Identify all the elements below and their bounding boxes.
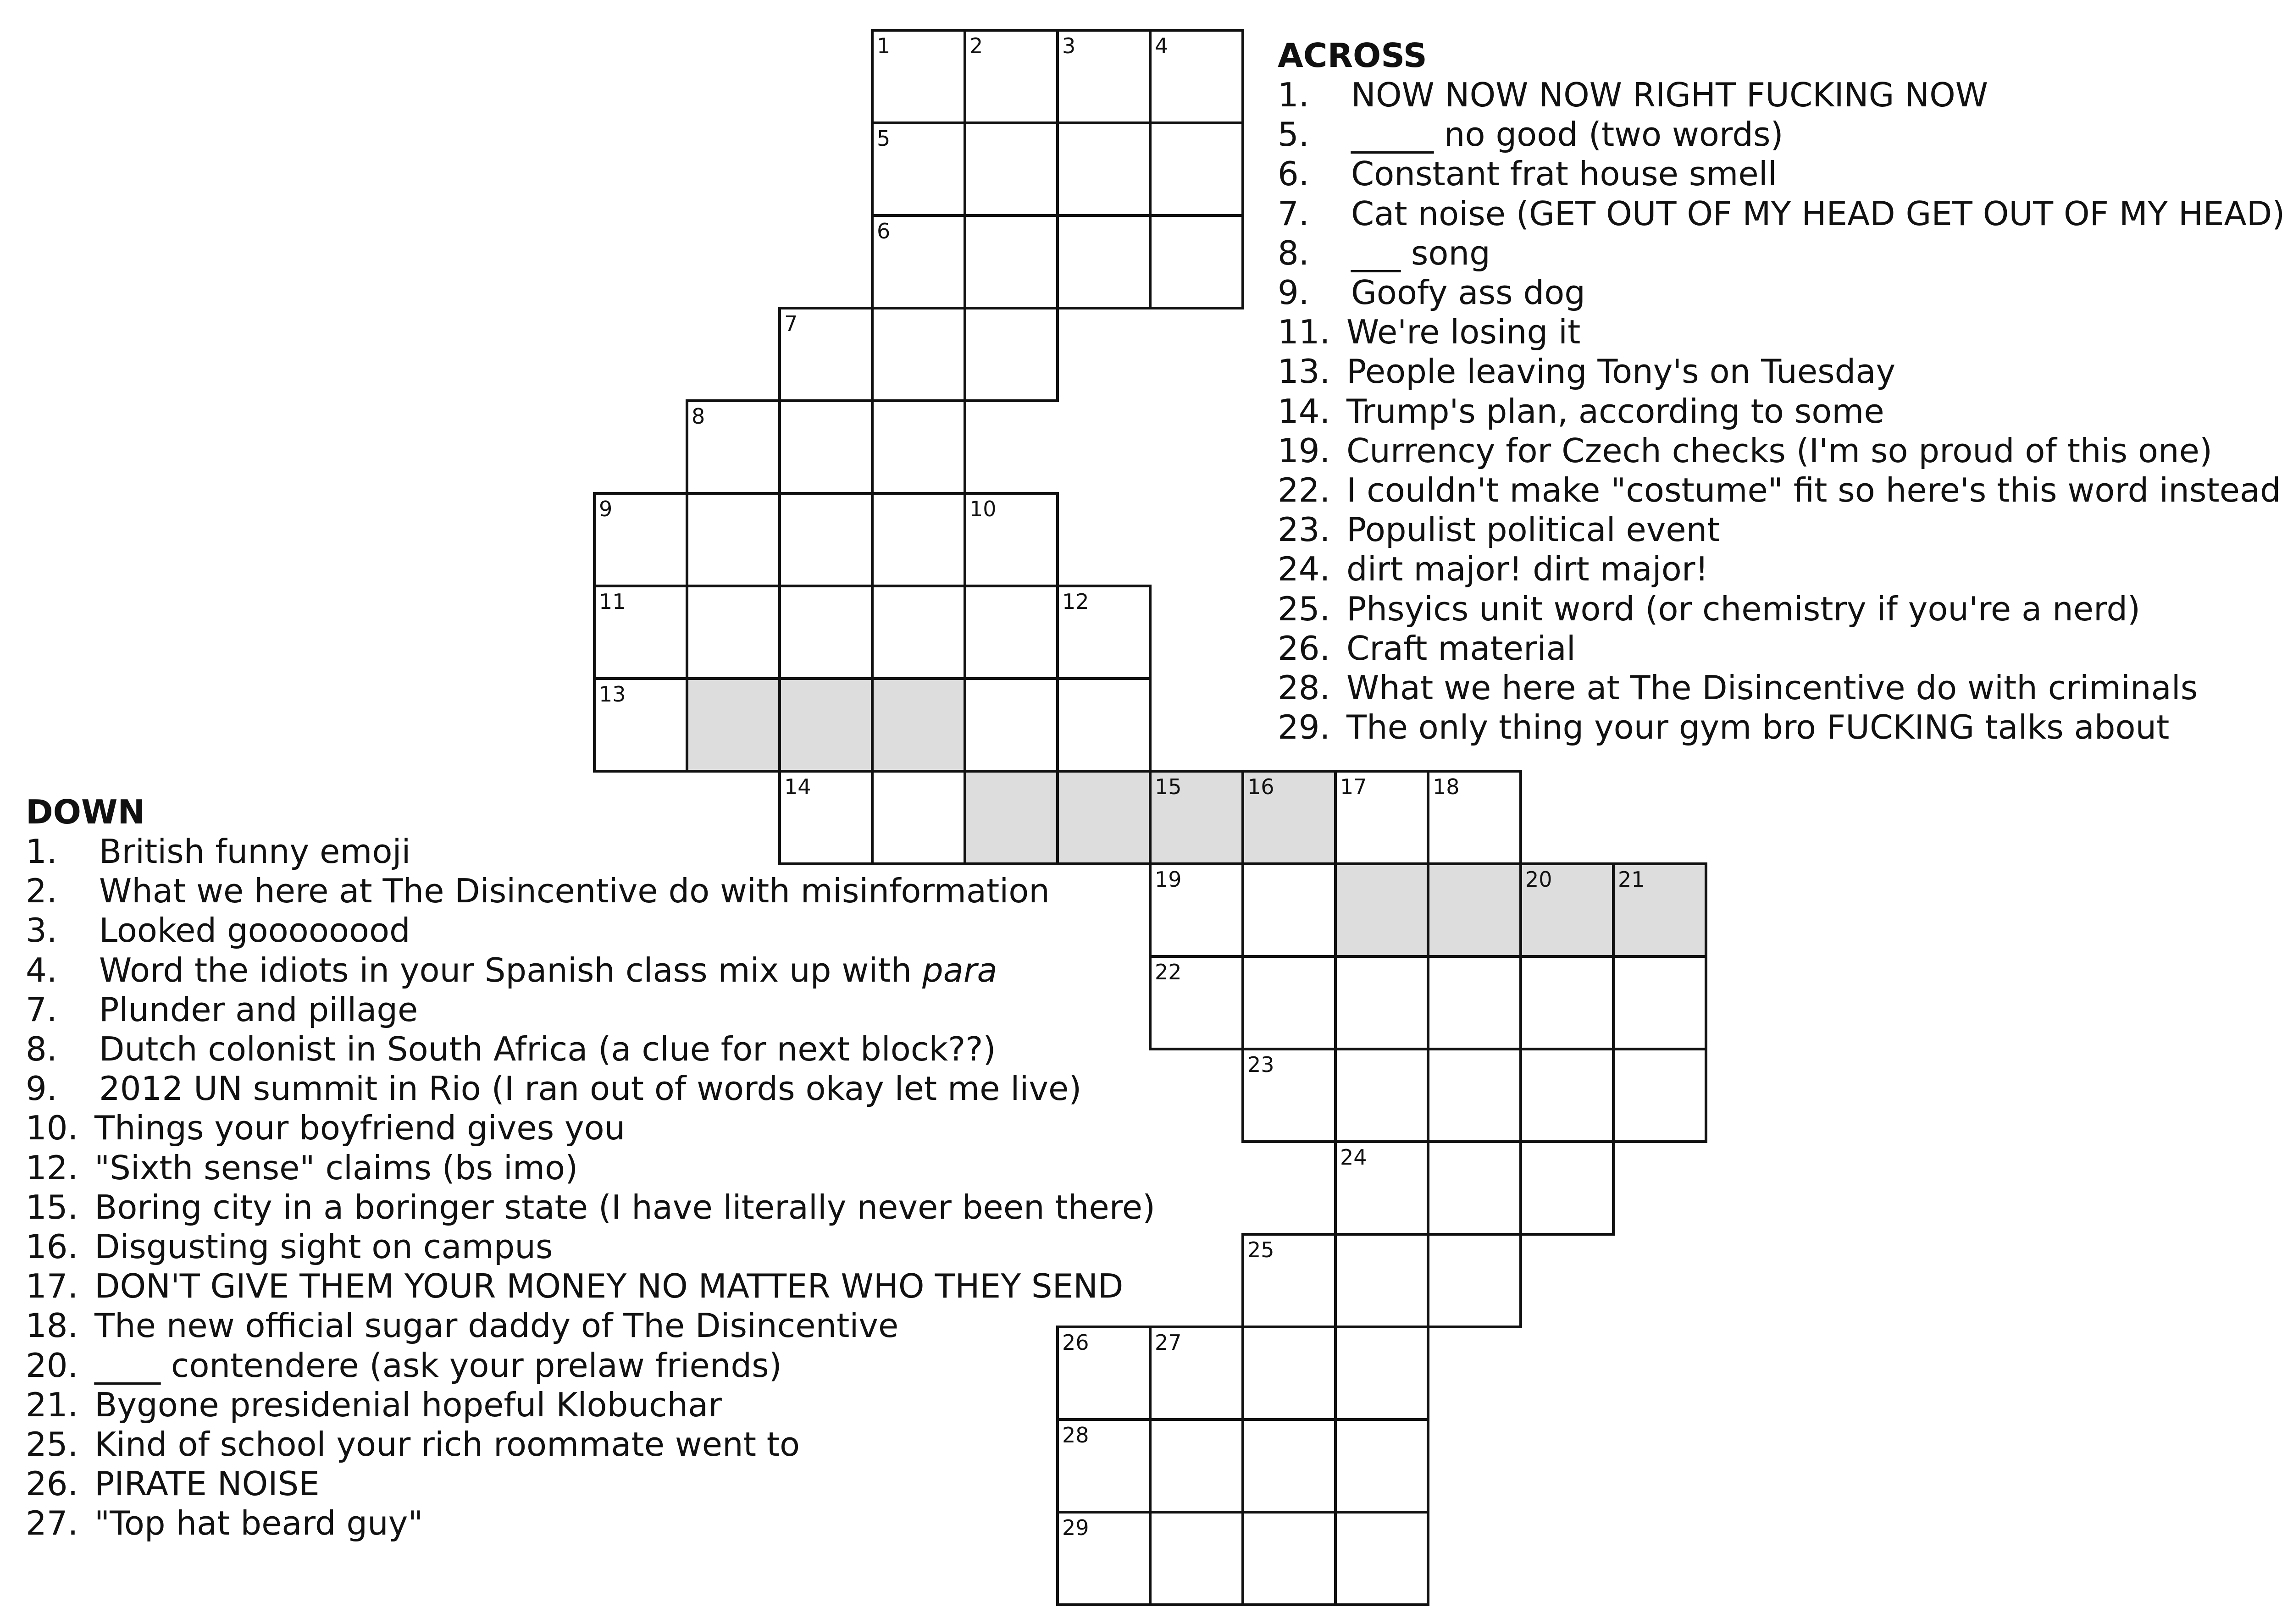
clue-number: 12.	[26, 1148, 78, 1187]
grid-cell[interactable]	[1335, 1327, 1428, 1420]
clue-number: 23.	[1278, 510, 1330, 549]
grid-cell[interactable]	[1058, 215, 1150, 308]
grid-cell[interactable]	[780, 401, 872, 493]
cell-number: 7	[784, 311, 798, 336]
grid-cell[interactable]	[687, 493, 780, 586]
grid-cell[interactable]	[1150, 1512, 1243, 1605]
grid-cell[interactable]	[687, 586, 780, 679]
clue-text: Currency for Czech checks (I'm so proud of this one)	[1346, 431, 2213, 470]
down-clue	[26, 1385, 1155, 1425]
clue-number: 14.	[1278, 392, 1330, 431]
across-clue	[1278, 589, 2285, 629]
clue-number: 13.	[1278, 352, 1330, 391]
cell-number: 10	[969, 497, 997, 521]
clue-text: What we here at The Disincentive do with misinformation	[99, 872, 1050, 911]
cell-number: 26	[1062, 1330, 1089, 1355]
clue-text: _____ no good (two words)	[1351, 115, 1783, 154]
grid-cell[interactable]	[872, 401, 965, 493]
clue-text: Word the idiots in your Spanish class mix up with	[99, 950, 923, 989]
grid-cell[interactable]	[965, 123, 1058, 215]
clue-number: 25.	[26, 1425, 78, 1464]
across-clue	[1278, 115, 2285, 154]
clue-text: Populist political event	[1346, 510, 1720, 549]
grid-cell[interactable]	[1335, 956, 1428, 1049]
clue-number: 21.	[26, 1385, 78, 1424]
clue-text: I couldn't make "costume" fit so here's this word instead	[1346, 471, 2281, 510]
clue-text: Cat noise (GET OUT OF MY HEAD GET OUT OF MY HEAD)	[1351, 194, 2285, 233]
clue-number: 9.	[1278, 273, 1309, 312]
across-clue	[1278, 629, 2285, 668]
down-clue	[26, 1188, 1155, 1227]
clue-text-italic: para	[922, 950, 997, 989]
clue-number: 16.	[26, 1227, 78, 1266]
clue-text: ____ contendere (ask your prelaw friends)	[94, 1346, 782, 1385]
across-heading: ACROSS	[1278, 36, 1427, 75]
cell-number: 17	[1340, 774, 1367, 799]
clue-text: We're losing it	[1346, 313, 1581, 352]
clue-text: Things your boyfriend gives you	[94, 1109, 626, 1148]
grid-cell[interactable]	[1428, 1142, 1521, 1234]
grid-cell-shaded[interactable]	[1428, 864, 1521, 956]
clue-text: Kind of school your rich roommate went to	[94, 1425, 800, 1464]
clue-number: 26.	[1278, 629, 1330, 668]
clue-number: 8.	[1278, 233, 1309, 272]
cell-number: 16	[1247, 774, 1274, 799]
grid-cell[interactable]	[1613, 1049, 1706, 1142]
clue-number: 5.	[1278, 115, 1309, 154]
cell-number: 5	[877, 126, 891, 151]
cell-number: 8	[692, 404, 705, 429]
grid-cell[interactable]	[1243, 864, 1335, 956]
grid-cell[interactable]	[1150, 1420, 1243, 1512]
down-clue	[26, 871, 1155, 911]
cell-number: 19	[1155, 867, 1182, 892]
clue-number: 19.	[1278, 431, 1330, 470]
clue-number: 10.	[26, 1109, 78, 1148]
cell-number: 27	[1155, 1330, 1182, 1355]
across-clue	[1278, 352, 2285, 391]
across-clue	[1278, 392, 2285, 431]
clue-number: 3.	[26, 911, 57, 950]
clue-number: 20.	[26, 1346, 78, 1385]
cell-number: 29	[1062, 1515, 1089, 1540]
across-clue	[1278, 273, 2285, 312]
cell-number: 24	[1340, 1145, 1367, 1170]
grid-cell[interactable]	[1335, 1049, 1428, 1142]
clue-number: 11.	[1278, 313, 1330, 352]
cell-number: 20	[1525, 867, 1552, 892]
grid-cell[interactable]	[1428, 956, 1521, 1049]
clue-text: Plunder and pillage	[99, 990, 418, 1029]
down-clue	[26, 950, 1155, 990]
grid-cell[interactable]	[1335, 1420, 1428, 1512]
grid-cell[interactable]	[1428, 1234, 1521, 1327]
down-clues	[26, 792, 1155, 1543]
down-clue	[26, 1148, 1155, 1188]
grid-cell[interactable]	[780, 586, 872, 679]
cell-number: 23	[1247, 1052, 1274, 1077]
cell-number: 11	[599, 589, 626, 614]
clue-text: Looked goooooood	[99, 911, 410, 950]
grid-cell[interactable]	[965, 308, 1058, 401]
across-clue	[1278, 668, 2285, 707]
grid-cell-shaded[interactable]	[780, 679, 872, 771]
down-clue	[26, 1464, 1155, 1503]
grid-cell[interactable]	[1428, 1049, 1521, 1142]
grid-cell[interactable]	[965, 679, 1058, 771]
grid-cell[interactable]	[965, 215, 1058, 308]
grid-cell[interactable]	[872, 308, 965, 401]
grid-cell[interactable]	[1613, 956, 1706, 1049]
across-clue	[1278, 549, 2285, 589]
clue-text: Craft material	[1346, 629, 1576, 668]
down-clue	[26, 1108, 1155, 1148]
clue-number: 18.	[26, 1306, 78, 1345]
down-clue	[26, 1346, 1155, 1385]
cell-number: 3	[1062, 33, 1076, 58]
down-clue	[26, 832, 1155, 871]
across-clue	[1278, 707, 2285, 747]
grid-cell[interactable]	[1521, 1049, 1613, 1142]
clue-text: 2012 UN summit in Rio (I ran out of words okay let me live)	[99, 1069, 1082, 1108]
cell-number: 2	[969, 33, 983, 58]
grid-cell-shaded[interactable]	[687, 679, 780, 771]
cell-number: 28	[1062, 1423, 1089, 1447]
down-clue	[26, 1425, 1155, 1464]
cell-number: 13	[599, 682, 626, 707]
grid-cell[interactable]	[872, 586, 965, 679]
across-clue	[1278, 470, 2285, 510]
clue-text: "Sixth sense" claims (bs imo)	[94, 1148, 578, 1187]
clue-text: The only thing your gym bro FUCKING talks about	[1346, 708, 2170, 747]
clue-number: 26.	[26, 1464, 78, 1503]
across-clue	[1278, 312, 2285, 352]
clue-number: 2.	[26, 872, 57, 911]
clue-number: 1.	[1278, 76, 1309, 114]
cell-number: 12	[1062, 589, 1089, 614]
grid-cell[interactable]	[1150, 123, 1243, 215]
clue-text: PIRATE NOISE	[94, 1464, 320, 1503]
cell-number: 1	[877, 33, 891, 58]
down-clue	[26, 1306, 1155, 1345]
clue-number: 4.	[26, 950, 57, 989]
clue-text: Dutch colonist in South Africa (a clue for next block??)	[99, 1030, 996, 1069]
across-clue	[1278, 510, 2285, 549]
down-clue	[26, 1069, 1155, 1108]
across-clue	[1278, 431, 2285, 470]
clue-text: Phsyics unit word (or chemistry if you're a nerd)	[1346, 589, 2141, 628]
grid-cell[interactable]	[872, 493, 965, 586]
down-heading: DOWN	[26, 793, 145, 831]
across-clue	[1278, 233, 2285, 273]
grid-cell[interactable]	[1243, 956, 1335, 1049]
grid-cell[interactable]	[1521, 956, 1613, 1049]
down-clue	[26, 1266, 1155, 1306]
clue-number: 8.	[26, 1030, 57, 1069]
grid-cell[interactable]	[1521, 1142, 1613, 1234]
grid-cell[interactable]	[1335, 1234, 1428, 1327]
grid-cell[interactable]	[965, 586, 1058, 679]
clue-number: 1.	[26, 832, 57, 871]
grid-cell[interactable]	[1243, 1420, 1335, 1512]
clue-text: British funny emoji	[99, 832, 411, 871]
clue-number: 29.	[1278, 708, 1330, 747]
clue-number: 28.	[1278, 668, 1330, 707]
clue-text: What we here at The Disincentive do with criminals	[1346, 668, 2198, 707]
clue-text: Trump's plan, according to some	[1346, 392, 1884, 431]
grid-cell-shaded[interactable]	[872, 679, 965, 771]
cell-number: 15	[1155, 774, 1182, 799]
clue-number: 7.	[1278, 194, 1309, 233]
clue-text: Constant frat house smell	[1351, 155, 1777, 193]
clue-text: Disgusting sight on campus	[94, 1227, 553, 1266]
across-clue	[1278, 194, 2285, 233]
cell-number: 6	[877, 219, 891, 243]
clue-text: dirt major! dirt major!	[1346, 550, 1709, 589]
clue-text: Boring city in a boringer state (I have literally never been there)	[94, 1188, 1156, 1226]
cell-number: 18	[1433, 774, 1460, 799]
clue-text: The new official sugar daddy of The Disincentive	[94, 1306, 899, 1345]
clue-number: 24.	[1278, 550, 1330, 589]
clue-text: "Top hat beard guy"	[94, 1504, 423, 1543]
down-clue	[26, 1503, 1155, 1543]
clue-number: 15.	[26, 1188, 78, 1226]
cell-number: 14	[784, 774, 811, 799]
down-clue	[26, 990, 1155, 1029]
down-clue	[26, 911, 1155, 950]
clue-text: People leaving Tony's on Tuesday	[1346, 352, 1896, 391]
cell-number: 22	[1155, 960, 1182, 984]
clue-text: DON'T GIVE THEM YOUR MONEY NO MATTER WHO THEY SEND	[94, 1267, 1124, 1306]
across-clue	[1278, 75, 2285, 115]
clue-number: 25.	[1278, 589, 1330, 628]
clue-number: 9.	[26, 1069, 57, 1108]
grid-cell[interactable]	[1243, 1327, 1335, 1420]
clue-number: 22.	[1278, 471, 1330, 510]
clue-text: Bygone presidenial hopeful Klobuchar	[94, 1385, 722, 1424]
grid-cell-shaded[interactable]	[1335, 864, 1428, 956]
grid-cell[interactable]	[1243, 1512, 1335, 1605]
grid-cell[interactable]	[1150, 215, 1243, 308]
clue-number: 17.	[26, 1267, 78, 1306]
cell-number: 21	[1618, 867, 1645, 892]
grid-cell[interactable]	[780, 493, 872, 586]
down-clue	[26, 1227, 1155, 1266]
across-clues	[1278, 36, 2285, 747]
clue-text: Goofy ass dog	[1351, 273, 1585, 312]
clue-number: 7.	[26, 990, 57, 1029]
cell-number: 9	[599, 497, 613, 521]
grid-cell[interactable]	[1335, 1512, 1428, 1605]
clue-number: 6.	[1278, 155, 1309, 193]
clue-text: NOW NOW NOW RIGHT FUCKING NOW	[1351, 76, 1988, 114]
across-clue	[1278, 154, 2285, 193]
down-clue	[26, 1029, 1155, 1069]
grid-cell[interactable]	[1058, 123, 1150, 215]
clue-number: 27.	[26, 1504, 78, 1543]
cell-number: 25	[1247, 1237, 1274, 1262]
grid-cell[interactable]	[1058, 679, 1150, 771]
cell-number: 4	[1155, 33, 1169, 58]
clue-text: ___ song	[1351, 233, 1490, 272]
